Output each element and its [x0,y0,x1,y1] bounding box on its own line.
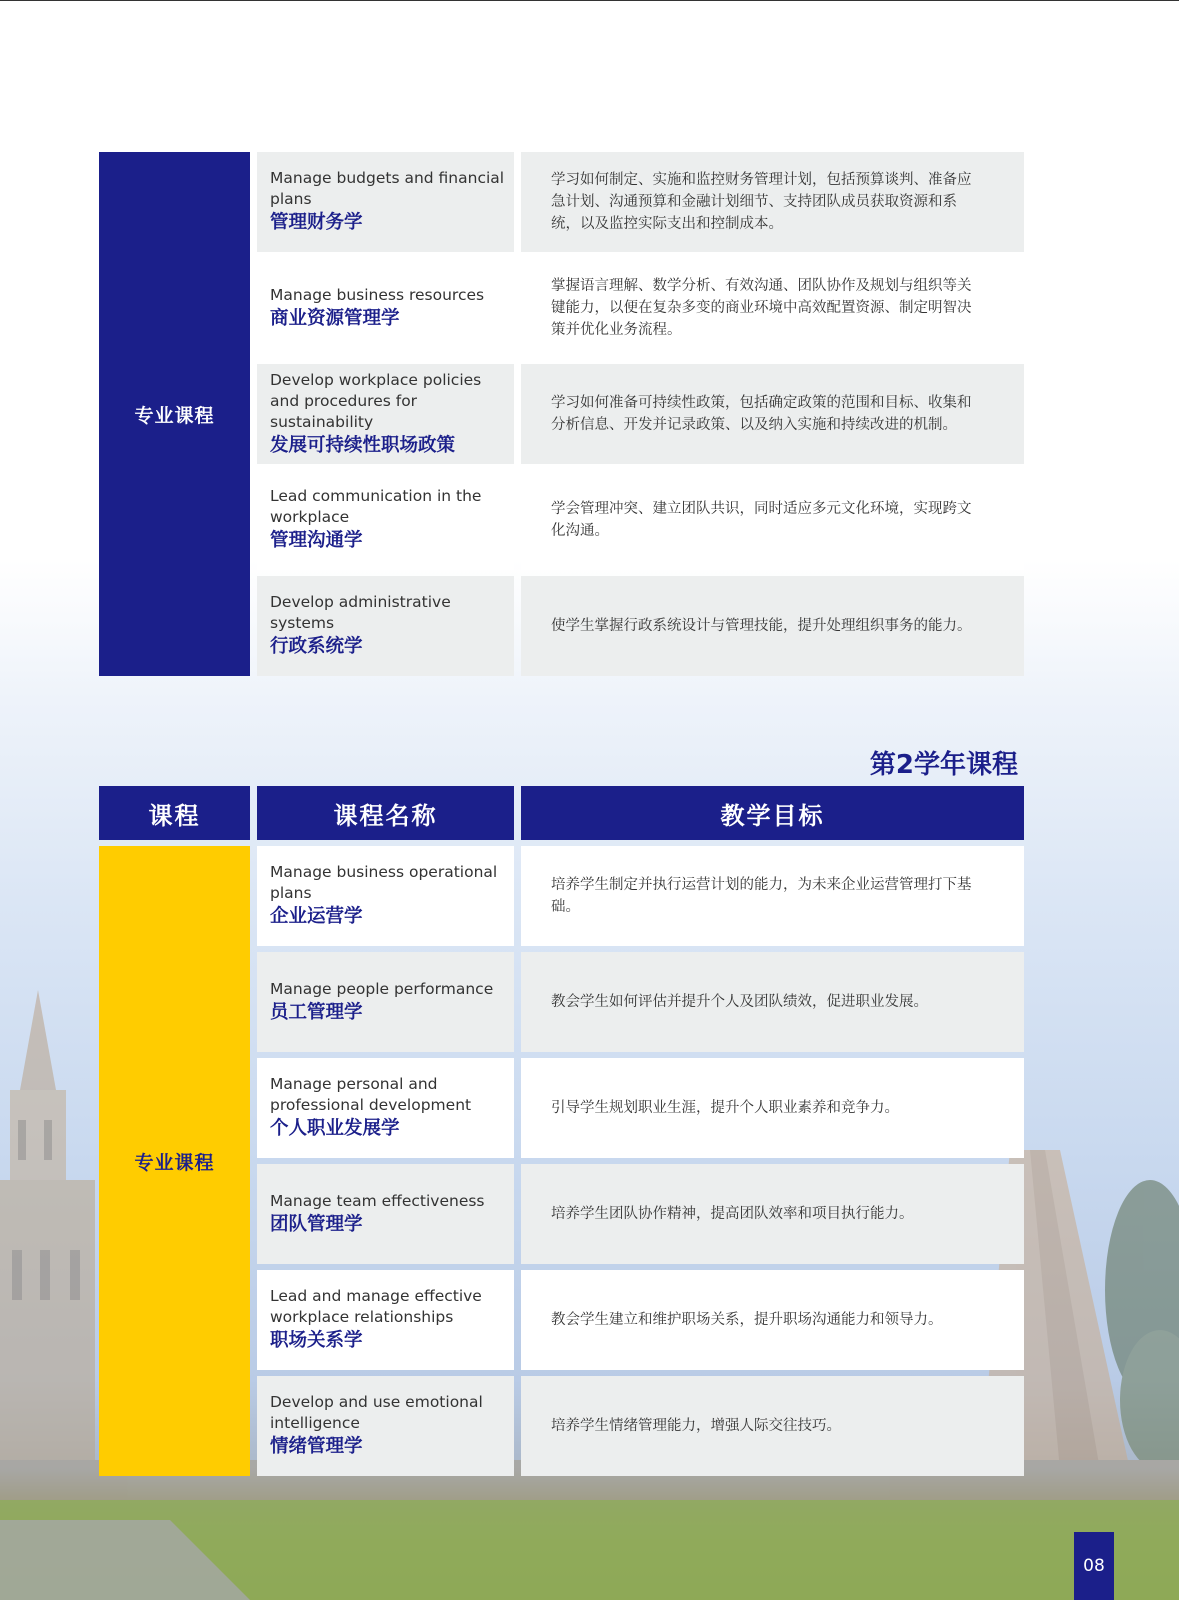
header-course: 课程 [99,786,250,840]
course-goal-cell [521,470,1024,570]
course-name-zh: 员工管理学 [270,1001,363,1023]
header-teaching-goal: 教学目标 [521,786,1024,840]
course-name-cell [257,1270,514,1370]
course-name-en: Develop and use emotional intelligence [270,1393,483,1432]
course-goal: 学会管理冲突、建立团队共识，同时适应多元文化环境，实现跨文化沟通。 [551,501,972,539]
course-name-cell [257,470,514,570]
page-number: 08 [1074,1532,1114,1600]
course-name-en: Lead communication in the workplace [270,487,482,526]
course-goal: 掌握语言理解、数学分析、有效沟通、团队协作及规划与组织等关键能力，以便在复杂多变的商业环境中高效配置资源、制定明智决策并优化业务流程。 [551,278,972,338]
course-goal: 引导学生规划职业生涯，提升个人职业素养和竞争力。 [551,1100,899,1116]
category-cell [99,846,250,1476]
course-goal: 使学生掌握行政系统设计与管理技能，提升处理组织事务的能力。 [551,618,972,634]
year2-course-table [92,780,1031,1482]
category-label: 专业课程 [134,1151,215,1174]
table-header-row [99,786,1024,840]
course-name-en: Manage people performance [270,979,494,998]
course-name-en: Manage business resources [270,285,485,304]
course-name-zh: 行政系统学 [270,636,363,657]
course-name-cell [257,152,514,252]
course-goal: 学习如何准备可持续性政策，包括确定政策的范围和目标、收集和分析信息、开发并记录政策、以及纳入实施和持续改进的机制。 [551,395,972,433]
course-goal: 教会学生建立和维护职场关系，提升职场沟通能力和领导力。 [551,1312,943,1328]
course-goal-cell [521,1164,1024,1264]
course-name-cell [257,258,514,358]
course-name-en: Develop workplace policies and procedures for sustainability [270,370,482,431]
course-name-en: Manage team effectiveness [270,1191,485,1210]
course-name-en: Manage personal and professional development [270,1075,472,1114]
course-name-zh: 管理财务学 [270,212,363,233]
top-border-line [0,0,1179,1]
course-name-en: Lead and manage effective workplace relationships [270,1287,482,1326]
course-goal: 教会学生如何评估并提升个人及团队绩效，促进职业发展。 [551,994,928,1010]
course-goal-cell [521,258,1024,358]
course-goal: 培养学生情绪管理能力，增强人际交往技巧。 [551,1418,841,1434]
table-row [99,152,1024,252]
course-goal-cell [521,152,1024,252]
course-name-zh: 团队管理学 [270,1213,363,1235]
course-goal-cell [521,364,1024,464]
course-goal-cell [521,846,1024,946]
course-name-en: Develop administrative systems [270,593,451,632]
course-name-en: Manage business operational plans [270,863,498,902]
course-goal: 培养学生团队协作精神，提高团队效率和项目执行能力。 [551,1206,914,1222]
course-name-zh: 发展可持续性职场政策 [270,434,456,456]
course-name-en: Manage budgets and financial plans [270,169,505,208]
course-name-zh: 商业资源管理学 [270,307,400,329]
category-cell [99,152,250,676]
course-name-zh: 企业运营学 [270,906,363,927]
course-goal-cell [521,576,1024,676]
course-name-cell [257,1058,514,1158]
year1-course-table [92,146,1031,682]
course-name-cell [257,1376,514,1476]
table-row [99,846,1024,946]
course-name-zh: 个人职业发展学 [270,1118,400,1139]
course-name-cell [257,846,514,946]
course-name-zh: 职场关系学 [270,1330,363,1351]
course-goal: 学习如何制定、实施和监控财务管理计划，包括预算谈判、准备应急计划、沟通预算和金融计划细节、支持团队成员获取资源和系统，以及监控实际支出和控制成本。 [551,172,972,232]
course-name-zh: 管理沟通学 [270,530,363,551]
course-goal-cell [521,1058,1024,1158]
course-name-cell [257,952,514,1052]
year2-section-title: 第2学年课程 [869,750,1018,780]
course-goal-cell [521,1376,1024,1476]
course-goal-cell [521,1270,1024,1370]
course-name-zh: 情绪管理学 [270,1436,363,1457]
header-course-name: 课程名称 [257,786,514,840]
course-name-cell [257,576,514,676]
course-goal: 培养学生制定并执行运营计划的能力，为未来企业运营管理打下基础。 [551,877,972,915]
category-label: 专业课程 [134,404,215,427]
course-name-cell [257,1164,514,1264]
course-goal-cell [521,952,1024,1052]
course-name-cell [257,364,514,464]
